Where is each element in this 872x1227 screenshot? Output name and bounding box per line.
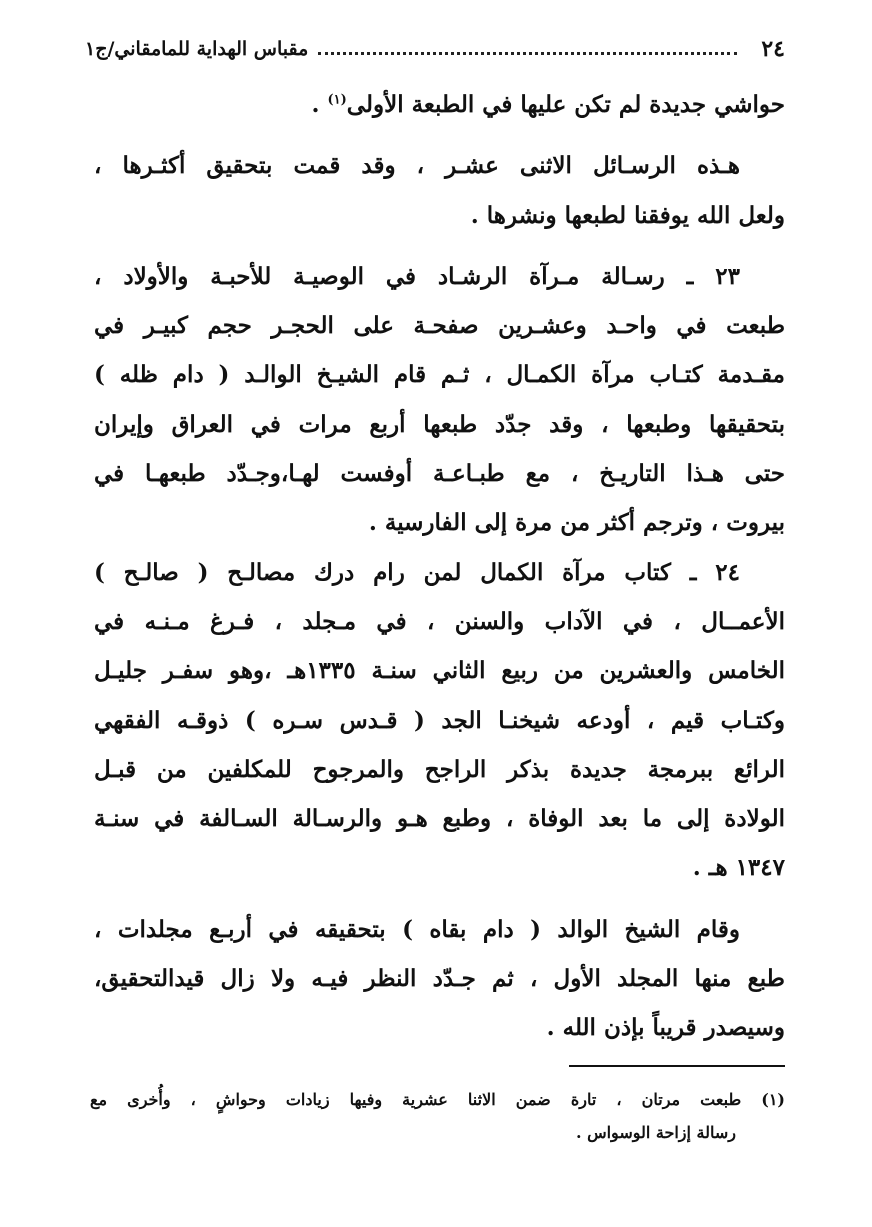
text-line: ولعل الله يوفقنا لطبعها ونشرها . [470, 201, 785, 229]
text-line: بتحقيقها وطبعها ، وقد جدّد طبعها أربع مرات في العراق وإيران [94, 410, 785, 438]
text-line: ٢٤ ـ كتاب مرآة الكمال لمن رام درك مصالـح ( صالـح ) [94, 558, 740, 586]
footnotes [90, 1083, 785, 1149]
footnote-1 [90, 1083, 785, 1149]
main-text [94, 80, 785, 1053]
text-line: طبع منها المجلد الأول ، ثم جـدّد النظر فيـه ولا زال قيدالتحقيق، [94, 965, 785, 993]
paragraph-3 [94, 252, 785, 548]
header-dot-leader [318, 52, 737, 55]
text-line: الرائع ببرمجة جديدة بذكر الراجح والمرجوح للمكلفين من قبـل [94, 755, 785, 783]
paragraph-5 [94, 905, 785, 1053]
footnote-line: رسالة إزاحة الوسواس . [575, 1123, 736, 1142]
footnote-marker: (١) [327, 92, 347, 108]
text-line: وكتـاب قيم ، أودعه شيخنـا الجد ( قـدس سـره ) ذوقـه الفقهي [94, 706, 785, 734]
footnote-line: (١) طبعت مرتان ، تارة ضمن الاثنا عشرية وفيها زيادات وحواشٍ ، وأُخرى مع [90, 1090, 785, 1109]
running-header [85, 34, 785, 64]
text-line: بيروت ، وترجم أكثر من مرة إلى الفارسية . [368, 509, 785, 537]
paragraph-gap [94, 240, 785, 252]
text-line: هـذه الرسـائل الاثنى عشـر ، وقد قمت بتحقيق أكثـرها ، [94, 152, 740, 180]
line-text: . [311, 91, 328, 118]
line-text: حواشي جديدة لم تكن عليها في الطبعة الأولى [346, 91, 785, 118]
paragraph-2 [94, 141, 785, 240]
paragraph-1 [94, 80, 785, 129]
text-line [94, 80, 785, 129]
paragraph-gap [94, 893, 785, 905]
text-line: وقام الشيخ الوالد ( دام بقاه ) بتحقيقه في أربـع مجلدات ، [94, 915, 740, 943]
running-title: مقباس الهداية للمامقاني/ج١ [85, 38, 309, 60]
text-line: مقـدمة كتـاب مرآة الكمـال ، ثـم قام الشيـخ الوالـد ( دام ظله ) [94, 361, 785, 389]
text-line: طبعت في واحـد وعشـرين صفحـة على الحجـر حجم كبيـر في [94, 312, 785, 340]
text-line: الخامس والعشرين من ربيع الثاني سنـة ١٣٣٥هـ ،وهو سفـر جليـل [94, 657, 785, 685]
text-line: ١٣٤٧ هـ . [692, 854, 785, 882]
text-line: ٢٣ ـ رسـالة مـرآة الرشـاد في الوصيـة للأحبـة والأولاد ، [94, 262, 740, 290]
footnote-separator [569, 1065, 785, 1067]
text-line: وسيصدر قريباً بإذن الله . [546, 1014, 785, 1042]
text-line: الأعمــال ، في الآداب والسنن ، في مـجلد ، فـرغ مـنـه في [94, 607, 785, 635]
paragraph-4 [94, 548, 785, 893]
text-line: حتى هـذا التاريـخ ، مع طبـاعـة أوفست لهـا،وجـدّد طبعهـا في [94, 460, 785, 488]
text-line: الولادة إلى ما بعد الوفاة ، وطبع هـو والرسـالة السـالفة في سنـة [94, 805, 786, 833]
page-number: ٢٤ [761, 36, 785, 62]
paragraph-gap [94, 129, 785, 141]
